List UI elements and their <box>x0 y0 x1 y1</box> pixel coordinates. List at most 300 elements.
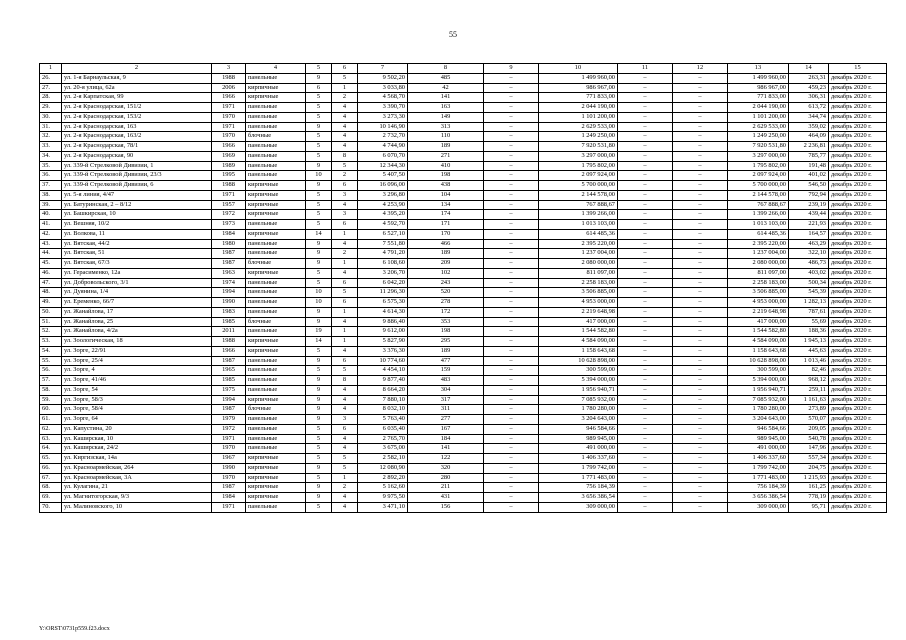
table-row <box>40 171 887 181</box>
table-cell: ул. 2-я Краснодарская, 90 <box>62 151 212 161</box>
table-cell: – <box>484 151 539 161</box>
table-cell: – <box>673 307 728 317</box>
table-cell: 1 237 004,00 <box>728 249 789 259</box>
table-cell: 4 <box>332 200 358 210</box>
table-cell: – <box>673 142 728 152</box>
table-cell: панельные <box>246 298 306 308</box>
table-cell: ул. Волкова, 11 <box>62 229 212 239</box>
table-cell: 1980 <box>212 239 246 249</box>
table-cell: 4 953 000,00 <box>539 298 618 308</box>
table-cell: 1 771 483,00 <box>728 473 789 483</box>
table-cell: – <box>484 200 539 210</box>
table-cell: 1988 <box>212 337 246 347</box>
table-cell: 2 <box>332 93 358 103</box>
table-cell: ул. 2-я Краснодарская, 153/2 <box>62 112 212 122</box>
table-cell: 5 394 000,00 <box>539 376 618 386</box>
table-cell: 2 629 533,00 <box>539 122 618 132</box>
table-row <box>40 424 887 434</box>
table-cell: 3 471,10 <box>358 502 408 512</box>
table-cell: 5 <box>306 142 332 152</box>
table-cell: – <box>484 463 539 473</box>
table-cell: – <box>484 229 539 239</box>
table-cell: – <box>484 502 539 512</box>
table-cell: 4 <box>332 405 358 415</box>
table-cell: 10 <box>306 171 332 181</box>
column-number-cell: 11 <box>618 64 673 74</box>
table-cell: 1 780 280,00 <box>539 405 618 415</box>
table-cell: – <box>484 493 539 503</box>
table-cell: – <box>673 444 728 454</box>
table-cell: декабрь 2020 г. <box>829 181 887 191</box>
table-cell: кирпичные <box>246 493 306 503</box>
table-cell: 191,48 <box>789 161 829 171</box>
table-cell: кирпичные <box>246 463 306 473</box>
table-cell: 5 <box>306 346 332 356</box>
table-cell: – <box>484 249 539 259</box>
table-cell: 2 582,10 <box>358 454 408 464</box>
table-cell: – <box>484 444 539 454</box>
table-cell: – <box>618 73 673 83</box>
table-cell: декабрь 2020 г. <box>829 200 887 210</box>
table-cell: панельные <box>246 161 306 171</box>
table-cell: 5 <box>332 366 358 376</box>
table-cell: – <box>673 424 728 434</box>
table-cell: – <box>618 434 673 444</box>
table-cell: 5 <box>306 454 332 464</box>
table-cell: 9 <box>306 405 332 415</box>
table-cell: – <box>484 337 539 347</box>
column-number-cell: 4 <box>246 64 306 74</box>
table-cell: панельные <box>246 103 306 113</box>
table-row <box>40 346 887 356</box>
table-cell: 401,02 <box>789 171 829 181</box>
table-cell: панельные <box>246 249 306 259</box>
table-cell: 1966 <box>212 142 246 152</box>
table-cell: – <box>673 376 728 386</box>
table-cell: 8 <box>332 376 358 386</box>
table-cell: – <box>484 356 539 366</box>
table-cell: 159 <box>408 366 484 376</box>
table-cell: 417 000,00 <box>539 317 618 327</box>
table-cell: 7 920 531,80 <box>728 142 789 152</box>
table-cell: – <box>618 132 673 142</box>
table-cell: 5 <box>306 112 332 122</box>
table-cell: декабрь 2020 г. <box>829 415 887 425</box>
table-cell: 756 184,39 <box>728 483 789 493</box>
table-cell: 61. <box>40 415 62 425</box>
table-cell: 2011 <box>212 327 246 337</box>
table-cell: ул. 339-й Стрелковой Дивизии, 6 <box>62 181 212 191</box>
table-cell: – <box>618 122 673 132</box>
table-cell: 5 407,50 <box>358 171 408 181</box>
table-cell: 946 584,66 <box>539 424 618 434</box>
table-row <box>40 93 887 103</box>
table-cell: 5 <box>306 434 332 444</box>
table-cell: – <box>673 327 728 337</box>
table-cell: 10 <box>306 288 332 298</box>
table-cell: кирпичные <box>246 454 306 464</box>
table-cell: 9 <box>306 493 332 503</box>
table-cell: 300 599,00 <box>539 366 618 376</box>
table-cell: 10 628 898,00 <box>539 356 618 366</box>
page-number: 55 <box>449 30 457 39</box>
table-cell: 767 888,67 <box>728 200 789 210</box>
column-number-cell: 12 <box>673 64 728 74</box>
table-cell: – <box>484 395 539 405</box>
table-cell: 2 097 924,00 <box>728 171 789 181</box>
table-cell: 280 <box>408 473 484 483</box>
table-cell: 1989 <box>212 161 246 171</box>
table-cell: 60. <box>40 405 62 415</box>
table-cell: декабрь 2020 г. <box>829 356 887 366</box>
table-cell: декабрь 2020 г. <box>829 463 887 473</box>
table-cell: – <box>673 405 728 415</box>
table-cell: 1 406 337,60 <box>728 454 789 464</box>
table-cell: 1 282,13 <box>789 298 829 308</box>
table-cell: 1985 <box>212 317 246 327</box>
table-cell: 317 <box>408 395 484 405</box>
table-cell: 4 584 090,00 <box>728 337 789 347</box>
table-cell: 7 085 932,00 <box>728 395 789 405</box>
table-cell: 189 <box>408 142 484 152</box>
table-cell: декабрь 2020 г. <box>829 220 887 230</box>
table-cell: 1983 <box>212 307 246 317</box>
table-cell: 9 <box>306 73 332 83</box>
table-cell: – <box>673 463 728 473</box>
table-cell: панельные <box>246 327 306 337</box>
table-cell: 463,29 <box>789 239 829 249</box>
table-cell: 4 584 090,00 <box>539 337 618 347</box>
table-cell: 438 <box>408 181 484 191</box>
table-cell: 500,34 <box>789 278 829 288</box>
table-cell: ул. Зоологическая, 18 <box>62 337 212 347</box>
table-cell: 491 000,00 <box>728 444 789 454</box>
table-cell: – <box>673 415 728 425</box>
table-cell: 1970 <box>212 112 246 122</box>
table-cell: декабрь 2020 г. <box>829 229 887 239</box>
table-body <box>40 73 887 512</box>
table-cell: 14 <box>306 229 332 239</box>
table-cell: панельные <box>246 288 306 298</box>
table-cell: – <box>484 83 539 93</box>
table-cell: – <box>484 454 539 464</box>
table-cell: 34. <box>40 151 62 161</box>
table-cell: 986 967,00 <box>728 83 789 93</box>
table-cell: – <box>618 307 673 317</box>
table-cell: 5 <box>332 454 358 464</box>
table-cell: 54. <box>40 346 62 356</box>
table-cell: 4 <box>332 239 358 249</box>
table-cell: – <box>484 473 539 483</box>
table-cell: ул. Батуринская, 2 – 8/12 <box>62 200 212 210</box>
table-cell: 211 <box>408 483 484 493</box>
table-cell: – <box>673 190 728 200</box>
table-cell: 5 <box>306 93 332 103</box>
table-cell: – <box>484 415 539 425</box>
table-cell: декабрь 2020 г. <box>829 493 887 503</box>
table-cell: 1967 <box>212 454 246 464</box>
table-cell: 5 763,40 <box>358 415 408 425</box>
table-cell: декабрь 2020 г. <box>829 405 887 415</box>
table-cell: 53. <box>40 337 62 347</box>
table-cell: 3 296,80 <box>358 190 408 200</box>
table-cell: 1995 <box>212 171 246 181</box>
table-cell: ул. Капустина, 20 <box>62 424 212 434</box>
table-cell: 188,36 <box>789 327 829 337</box>
table-cell: – <box>484 366 539 376</box>
table-cell: – <box>484 298 539 308</box>
table-cell: декабрь 2020 г. <box>829 73 887 83</box>
table-cell: 4 454,10 <box>358 366 408 376</box>
table-cell: панельные <box>246 385 306 395</box>
table-cell: – <box>484 317 539 327</box>
table-cell: панельные <box>246 444 306 454</box>
table-cell: 141 <box>408 93 484 103</box>
table-cell: 1 399 266,00 <box>728 210 789 220</box>
table-cell: 1970 <box>212 132 246 142</box>
table-row <box>40 229 887 239</box>
table-cell: декабрь 2020 г. <box>829 337 887 347</box>
table-cell: декабрь 2020 г. <box>829 122 887 132</box>
table-row <box>40 73 887 83</box>
table-cell: 9 <box>306 356 332 366</box>
table-cell: 557,34 <box>789 454 829 464</box>
table-cell: панельные <box>246 220 306 230</box>
table-cell: 1 158 643,68 <box>539 346 618 356</box>
table-cell: панельные <box>246 376 306 386</box>
table-row <box>40 454 887 464</box>
table-row <box>40 366 887 376</box>
table-cell: 67. <box>40 473 62 483</box>
table-cell: декабрь 2020 г. <box>829 112 887 122</box>
table-cell: 309 000,00 <box>728 502 789 512</box>
table-cell: 4 <box>332 444 358 454</box>
table-cell: 2 144 578,00 <box>539 190 618 200</box>
table-cell: 5 <box>332 73 358 83</box>
table-cell: ул. Вешняя, 10/2 <box>62 220 212 230</box>
table-row <box>40 493 887 503</box>
table-cell: кирпичные <box>246 473 306 483</box>
table-cell: 2 <box>332 483 358 493</box>
table-cell: 35. <box>40 161 62 171</box>
file-path-footer: Y:\ORST\0731p559.f23.docx <box>39 626 110 632</box>
table-cell: панельные <box>246 307 306 317</box>
table-cell: – <box>618 298 673 308</box>
table-cell: 306,31 <box>789 93 829 103</box>
table-cell: – <box>484 385 539 395</box>
table-row <box>40 190 887 200</box>
table-cell: 9 <box>306 385 332 395</box>
table-cell: – <box>484 239 539 249</box>
table-cell: 14 <box>306 337 332 347</box>
column-number-cell: 3 <box>212 64 246 74</box>
table-cell: декабрь 2020 г. <box>829 132 887 142</box>
table-cell: – <box>484 327 539 337</box>
table-cell: – <box>618 151 673 161</box>
table-cell: декабрь 2020 г. <box>829 346 887 356</box>
table-cell: 1971 <box>212 190 246 200</box>
table-cell: 6 042,20 <box>358 278 408 288</box>
table-cell: 4 <box>332 268 358 278</box>
table-cell: ул. 2-я Краснодарская, 151/2 <box>62 103 212 113</box>
table-cell: 1966 <box>212 93 246 103</box>
table-cell: 1 945,13 <box>789 337 829 347</box>
table-cell: ул. Красноармейская, 3А <box>62 473 212 483</box>
table-cell: панельные <box>246 356 306 366</box>
table-cell: ул. Зорге, 4 <box>62 366 212 376</box>
table-row <box>40 259 887 269</box>
table-cell: 2 044 190,00 <box>728 103 789 113</box>
table-cell: 170 <box>408 229 484 239</box>
table-cell: 2 258 183,00 <box>728 278 789 288</box>
table-cell: 4 <box>332 502 358 512</box>
table-cell: декабрь 2020 г. <box>829 385 887 395</box>
table-cell: – <box>673 385 728 395</box>
table-cell: панельные <box>246 142 306 152</box>
table-cell: 1979 <box>212 415 246 425</box>
table-row <box>40 161 887 171</box>
table-row <box>40 327 887 337</box>
table-cell: 2 395 220,00 <box>728 239 789 249</box>
table-cell: 1 780 280,00 <box>728 405 789 415</box>
table-cell: декабрь 2020 г. <box>829 317 887 327</box>
table-cell: 27. <box>40 83 62 93</box>
table-cell: ул. Жанайлова, 25 <box>62 317 212 327</box>
table-cell: 273,89 <box>789 405 829 415</box>
table-cell: декабрь 2020 г. <box>829 259 887 269</box>
table-cell: 486,73 <box>789 259 829 269</box>
table-row <box>40 151 887 161</box>
table-cell: 2006 <box>212 83 246 93</box>
table-row <box>40 317 887 327</box>
table-cell: декабрь 2020 г. <box>829 395 887 405</box>
table-cell: ул. Еременко, 66/7 <box>62 298 212 308</box>
table-cell: 2 080 000,00 <box>728 259 789 269</box>
table-cell: 9 <box>306 259 332 269</box>
table-cell: 4 <box>332 434 358 444</box>
table-cell: ул. Добровольского, 3/1 <box>62 278 212 288</box>
table-cell: – <box>618 200 673 210</box>
table-cell: 4 <box>332 395 358 405</box>
table-cell: 1984 <box>212 493 246 503</box>
table-cell: 3 297 000,00 <box>728 151 789 161</box>
table-cell: ул. Зорге, 54 <box>62 385 212 395</box>
table-cell: 5 700 000,00 <box>539 181 618 191</box>
table-cell: 1 249 250,00 <box>728 132 789 142</box>
table-cell: ул. Красноармейская, 264 <box>62 463 212 473</box>
table-cell: 4 <box>332 103 358 113</box>
table-cell: ул. Вятская, 51 <box>62 249 212 259</box>
table-cell: декабрь 2020 г. <box>829 210 887 220</box>
table-cell: ул. 2-я Краснодарская, 163 <box>62 122 212 132</box>
table-cell: – <box>618 268 673 278</box>
table-cell: 48. <box>40 288 62 298</box>
table-cell: – <box>618 502 673 512</box>
table-cell: 3 656 386,54 <box>539 493 618 503</box>
table-cell: 353 <box>408 317 484 327</box>
table-cell: 320 <box>408 463 484 473</box>
table-cell: 174 <box>408 210 484 220</box>
table-cell: панельные <box>246 424 306 434</box>
table-row <box>40 200 887 210</box>
table-cell: 62. <box>40 424 62 434</box>
table-cell: 5 <box>306 424 332 434</box>
table-cell: панельные <box>246 171 306 181</box>
table-cell: 5 <box>332 161 358 171</box>
table-cell: – <box>618 317 673 327</box>
table-cell: 1 158 643,68 <box>728 346 789 356</box>
table-cell: панельные <box>246 151 306 161</box>
table-cell: 26. <box>40 73 62 83</box>
table-cell: 243 <box>408 278 484 288</box>
table-cell: 41. <box>40 220 62 230</box>
table-cell: 1971 <box>212 434 246 444</box>
table-cell: 1987 <box>212 483 246 493</box>
table-cell: 6 <box>306 83 332 93</box>
table-cell: 47. <box>40 278 62 288</box>
table-cell: – <box>618 181 673 191</box>
table-cell: 1970 <box>212 473 246 483</box>
table-cell: 122 <box>408 454 484 464</box>
table-cell: – <box>618 415 673 425</box>
table-cell: 459,23 <box>789 83 829 93</box>
table-cell: 295 <box>408 337 484 347</box>
table-cell: 4 <box>332 385 358 395</box>
table-cell: декабрь 2020 г. <box>829 278 887 288</box>
table-cell: 1 956 940,71 <box>728 385 789 395</box>
table-cell: – <box>673 483 728 493</box>
table-cell: 3 204 643,00 <box>728 415 789 425</box>
table-cell: кирпичные <box>246 346 306 356</box>
table-cell: 189 <box>408 346 484 356</box>
table-cell: 9 <box>306 239 332 249</box>
table-cell: 1965 <box>212 366 246 376</box>
table-cell: 5 <box>306 268 332 278</box>
table-cell: 1972 <box>212 210 246 220</box>
table-cell: 767 888,67 <box>539 200 618 210</box>
table-cell: 5 162,60 <box>358 483 408 493</box>
table-cell: 5 <box>306 210 332 220</box>
table-cell: 19 <box>306 327 332 337</box>
table-row <box>40 376 887 386</box>
table-cell: 44. <box>40 249 62 259</box>
table-row <box>40 502 887 512</box>
table-cell: панельные <box>246 415 306 425</box>
table-cell: – <box>673 229 728 239</box>
table-cell: – <box>618 249 673 259</box>
table-cell: – <box>618 346 673 356</box>
table-cell: 9 <box>306 415 332 425</box>
table-cell: 4 614,30 <box>358 307 408 317</box>
table-cell: 1 795 802,00 <box>728 161 789 171</box>
table-cell: – <box>618 376 673 386</box>
table-cell: 483 <box>408 376 484 386</box>
table-cell: 46. <box>40 268 62 278</box>
table-cell: декабрь 2020 г. <box>829 307 887 317</box>
table-cell: 1970 <box>212 444 246 454</box>
table-cell: 10 <box>306 298 332 308</box>
table-cell: 4 592,70 <box>358 220 408 230</box>
table-cell: 4 953 000,00 <box>728 298 789 308</box>
table-cell: 1 406 337,60 <box>539 454 618 464</box>
table-cell: 221,93 <box>789 220 829 230</box>
table-cell: ул. Зорге, 22/91 <box>62 346 212 356</box>
table-cell: – <box>673 337 728 347</box>
table-cell: – <box>673 122 728 132</box>
table-cell: 545,39 <box>789 288 829 298</box>
table-cell: кирпичные <box>246 181 306 191</box>
table-cell: 313 <box>408 122 484 132</box>
